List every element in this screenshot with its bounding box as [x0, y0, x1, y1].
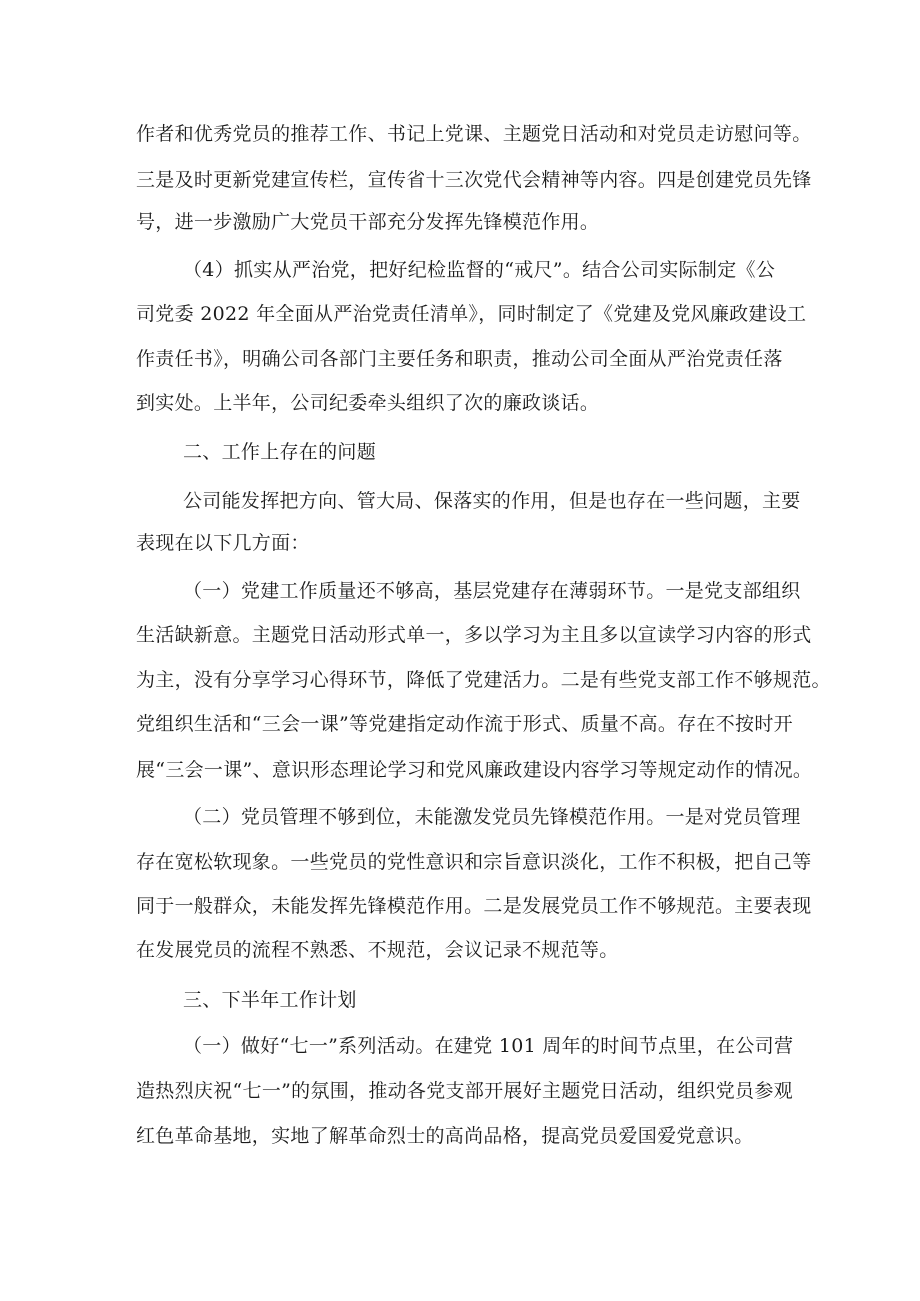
section-heading: 二、工作上存在的问题	[183, 441, 377, 463]
text-line: 在发展党员的流程不熟悉、不规范，会议记录不规范等。	[136, 939, 619, 961]
text-line: （4）抓实从严治党，把好纪检监督的“戒尺”。结合公司实际制定《公	[183, 259, 776, 281]
text-line: （一）做好“七一”系列活动。在建党 101 周年的时间节点里，在公司营	[183, 1035, 794, 1057]
text-line: 表现在以下几方面：	[136, 532, 310, 554]
text-line: 为主，没有分享学习心得环节，降低了党建活力。二是有些党支部工作不够规范。	[136, 669, 831, 691]
text-line: 司党委 2022 年全面从严治党责任清单》，同时制定了《党建及党风廉政建设工	[136, 303, 807, 325]
text-line: （二）党员管理不够到位，未能激发党员先锋模范作用。一是对党员管理	[183, 806, 801, 828]
text-line: 党组织生活和“三会一课”等党建指定动作流于形式、质量不高。存在不按时开	[136, 713, 793, 735]
text-line: 存在宽松软现象。一些党员的党性意识和宗旨意识淡化，工作不积极，把自己等	[136, 851, 812, 873]
text-line: 展“三会一课”、意识形态理论学习和党风廉政建设内容学习等规定动作的情况。	[136, 759, 813, 781]
text-line: 作者和优秀党员的推荐工作、书记上党课、主题党日活动和对党员走访慰问等。	[136, 123, 812, 145]
text-line: 作责任书》，明确公司各部门主要任务和职责，推动公司全面从严治党责任落	[136, 348, 783, 370]
text-line: （一）党建工作质量还不够高，基层党建存在薄弱环节。一是党支部组织	[183, 580, 801, 602]
text-line: 公司能发挥把方向、管大局、保落实的作用，但是也存在一些问题，主要	[183, 490, 801, 512]
text-line: 同于一般群众，未能发挥先锋模范作用。二是发展党员工作不够规范。主要表现	[136, 895, 812, 917]
text-line: 生活缺新意。主题党日活动形式单一，多以学习为主且多以宣读学习内容的形式	[136, 624, 812, 646]
text-line: 三是及时更新党建宣传栏，宣传省十三次党代会精神等内容。四是创建党员先锋	[136, 169, 812, 191]
text-line: 号，进一步激励广大党员干部充分发挥先锋模范作用。	[136, 211, 600, 233]
section-heading: 三、下半年工作计划	[183, 989, 357, 1011]
text-line: 红色革命基地，实地了解革命烈士的高尚品格，提高党员爱国爱党意识。	[136, 1125, 754, 1147]
text-line: 到实处。上半年，公司纪委牵头组织了次的廉政谈话。	[136, 392, 600, 414]
text-line: 造热烈庆祝“七一”的氛围，推动各党支部开展好主题党日活动，组织党员参观	[136, 1080, 793, 1102]
